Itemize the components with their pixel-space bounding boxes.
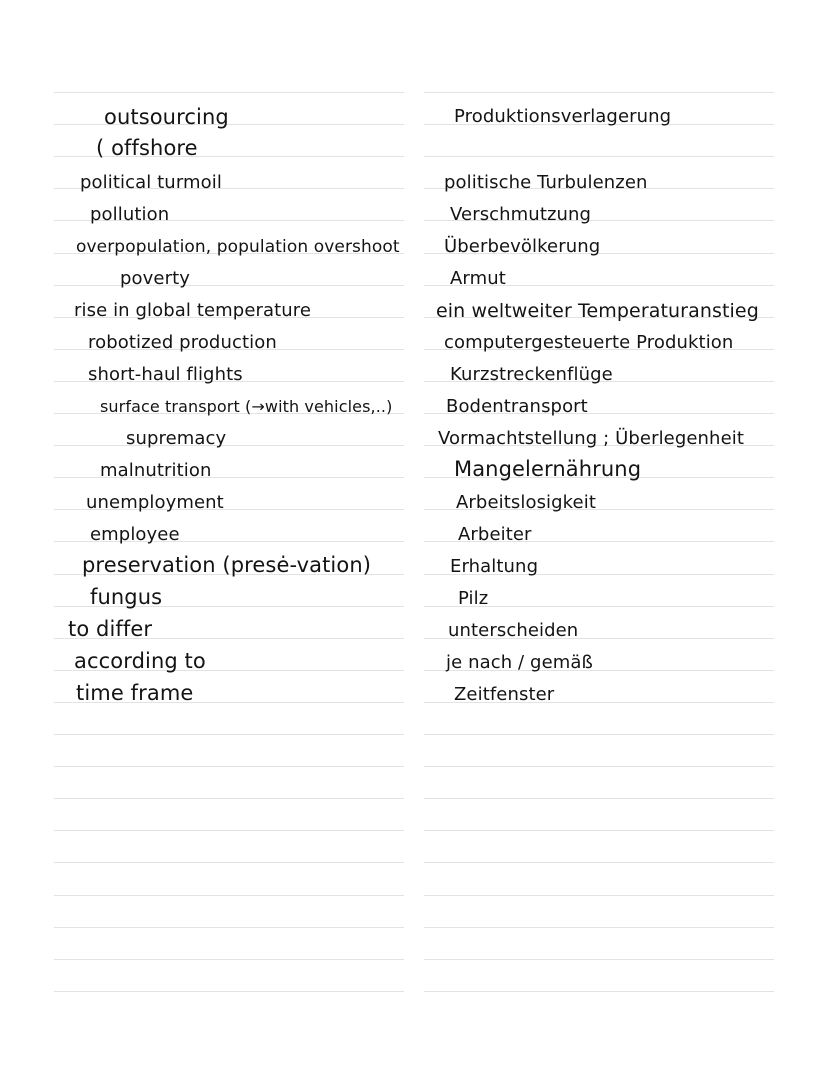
english-entry: according to — [74, 649, 206, 673]
english-entry: short-haul flights — [88, 364, 243, 385]
english-entry: outsourcing — [104, 105, 229, 129]
english-entry: robotized production — [88, 332, 277, 353]
german-entry: Verschmutzung — [450, 204, 592, 225]
german-entry: Armut — [450, 268, 506, 289]
english-entry: unemployment — [86, 492, 224, 513]
german-entry: Vormachtstellung ; Überlegenheit — [438, 428, 745, 449]
german-entry: unterscheiden — [448, 620, 579, 641]
english-entry: time frame — [76, 681, 194, 705]
english-entry: employee — [90, 524, 180, 545]
english-entry: surface transport (→with vehicles,..) — [100, 397, 393, 416]
english-entry: rise in global temperature — [74, 300, 312, 321]
german-entry: je nach / gemäß — [446, 652, 593, 673]
german-entry: politische Turbulenzen — [444, 172, 648, 193]
german-entry: Bodentransport — [446, 396, 588, 417]
german-entry: Arbeitslosigkeit — [456, 492, 596, 513]
german-entry: computergesteuerte Produktion — [444, 332, 734, 353]
english-entry: political turmoil — [80, 172, 222, 193]
english-entry: supremacy — [126, 428, 227, 449]
english-entry: overpopulation, population overshoot — [76, 237, 400, 257]
german-entry: Zeitfenster — [454, 684, 555, 705]
german-entry: Pilz — [458, 588, 489, 609]
german-entry: Überbevölkerung — [444, 236, 601, 257]
english-entry: to differ — [68, 617, 153, 641]
english-entry: malnutrition — [100, 460, 212, 481]
german-entry: Kurzstreckenflüge — [450, 364, 613, 385]
german-entry: Arbeiter — [458, 524, 532, 545]
english-entry: ( offshore — [96, 136, 198, 160]
english-entry: pollution — [90, 204, 170, 225]
german-entry: Produktionsverlagerung — [454, 106, 672, 127]
german-entry: Erhaltung — [450, 556, 539, 577]
english-entry: fungus — [90, 585, 163, 609]
english-entry: poverty — [120, 268, 190, 289]
german-entry: Mangelernährung — [454, 457, 642, 481]
english-entry: preservation (presė-vation) — [82, 553, 372, 577]
german-column — [420, 0, 828, 1070]
german-entry: ein weltweiter Temperaturanstieg — [436, 300, 759, 322]
